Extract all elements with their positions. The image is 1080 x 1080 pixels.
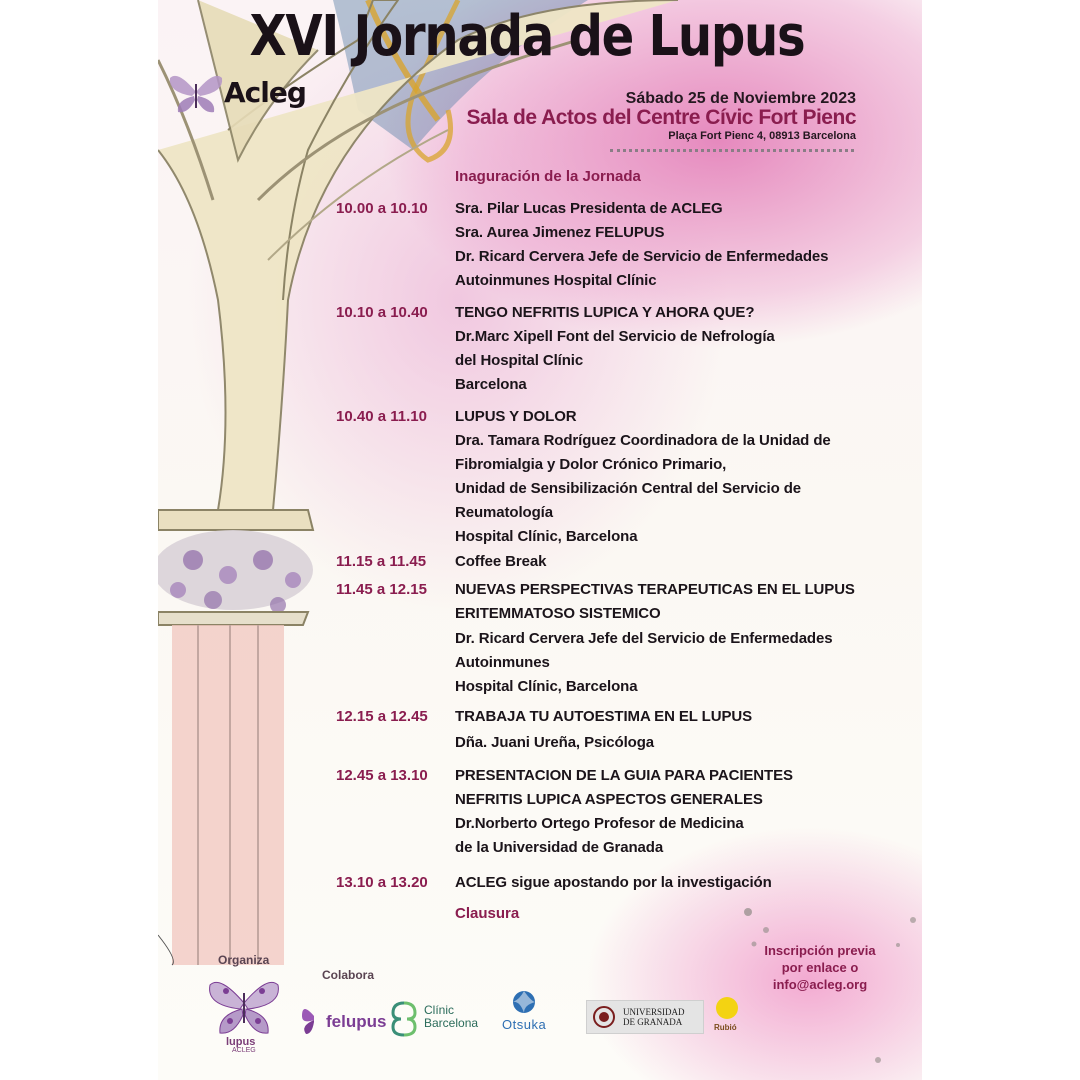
lupus-logo-text: lupus xyxy=(226,1036,256,1048)
ugr-line-1: UNIVERSIDAD xyxy=(623,1007,685,1017)
slot-line: Fibromialgia y Dolor Crónico Primario, xyxy=(455,456,727,473)
program-schedule xyxy=(158,0,922,1080)
register-line-1: Inscripción previa xyxy=(764,943,876,958)
slot-time: 12.15 a 12.45 xyxy=(336,708,428,725)
slot-line: Dr. Ricard Cervera Jefe de Servicio de Enfermedades xyxy=(455,248,829,265)
slot-line: Dr.Norberto Ortego Profesor de Medicina xyxy=(455,815,744,832)
lupus-butterfly-logo-icon xyxy=(206,975,282,1037)
slot-line: del Hospital Clínic xyxy=(455,352,584,369)
felupus-butterfly-icon xyxy=(300,1002,328,1036)
event-poster xyxy=(158,0,922,1080)
poster-title: XVI Jornada de Lupus xyxy=(249,4,805,69)
ugr-text xyxy=(623,1007,685,1027)
slot-line: de la Universidad de Granada xyxy=(455,839,664,856)
slot-line: ACLEG sigue apostando por la investigación xyxy=(455,874,772,891)
clinic-barcelona-logo xyxy=(424,1004,478,1030)
universidad-granada-logo xyxy=(586,1000,704,1034)
event-address: Plaça Fort Pienc 4, 08913 Barcelona xyxy=(668,130,856,142)
slot-time: 13.10 a 13.20 xyxy=(336,874,428,891)
otsuka-drop-icon xyxy=(511,989,537,1017)
slot-time: 10.00 a 10.10 xyxy=(336,200,428,217)
colabora-label: Colabora xyxy=(322,968,375,982)
clinic-line-2: Barcelona xyxy=(424,1016,479,1030)
slot-line: NUEVAS PERSPECTIVAS TERAPEUTICAS EN EL LUPUS xyxy=(455,581,855,598)
slot-line: TRABAJA TU AUTOESTIMA EN EL LUPUS xyxy=(455,708,752,725)
event-venue: Sala de Actos del Centre Cívic Fort Pienc xyxy=(466,106,856,129)
slot-time: 12.45 a 13.10 xyxy=(336,767,428,784)
slot-time: 10.10 a 10.40 xyxy=(336,304,428,321)
slot-line: Reumatología xyxy=(455,504,553,521)
clinic-barcelona-icon xyxy=(389,1001,419,1037)
slot-line: LUPUS Y DOLOR xyxy=(455,408,577,425)
slot-line: Hospital Clínic, Barcelona xyxy=(455,678,638,695)
slot-line: PRESENTACION DE LA GUIA PARA PACIENTES xyxy=(455,767,793,784)
slot-line: ERITEMMATOSO SISTEMICO xyxy=(455,605,661,622)
slot-line: Dña. Juani Ureña, Psicóloga xyxy=(455,734,655,751)
lupus-logo-subtext: ACLEG xyxy=(232,1047,256,1054)
opening-heading: Inaguración de la Jornada xyxy=(455,168,641,185)
slot-time: 10.40 a 11.10 xyxy=(336,408,427,425)
slot-line: NEFRITIS LUPICA ASPECTOS GENERALES xyxy=(455,791,763,808)
felupus-logo: felupus xyxy=(326,1012,387,1031)
closing-heading: Clausura xyxy=(455,905,520,922)
slot-line: Autoinmunes xyxy=(455,654,550,671)
slot-line: Dra. Tamara Rodríguez Coordinadora de la Unidad de xyxy=(455,432,831,449)
rubio-sun-icon xyxy=(715,996,739,1020)
slot-line: Autoinmunes Hospital Clínic xyxy=(455,272,657,289)
slot-line: Unidad de Sensibilización Central del Servicio de xyxy=(455,480,802,497)
organiza-label: Organiza xyxy=(218,953,270,967)
event-date: Sábado 25 de Noviembre 2023 xyxy=(625,90,856,107)
slot-time: 11.45 a 12.15 xyxy=(336,581,427,598)
slot-line: Dr.Marc Xipell Font del Servicio de Nefrología xyxy=(455,328,775,345)
slot-time: 11.15 a 11.45 xyxy=(336,553,427,570)
slot-line: Hospital Clínic, Barcelona xyxy=(455,528,638,545)
slot-line: Barcelona xyxy=(455,376,527,393)
otsuka-logo: Otsuka xyxy=(502,1017,547,1032)
organization-name: Acleg xyxy=(224,76,306,109)
rubio-logo: Rubió xyxy=(714,1023,737,1032)
ugr-line-2: DE GRANADA xyxy=(623,1017,683,1027)
slot-line: Sra. Aurea Jimenez FELUPUS xyxy=(455,224,665,241)
slot-line: TENGO NEFRITIS LUPICA Y AHORA QUE? xyxy=(455,304,755,321)
slot-line: Dr. Ricard Cervera Jefe del Servicio de Enfermedades xyxy=(455,630,833,647)
register-email-link[interactable]: info@acleg.org xyxy=(772,977,868,992)
registration-info xyxy=(764,942,876,993)
slot-line: Coffee Break xyxy=(455,553,547,570)
slot-line: Sra. Pilar Lucas Presidenta de ACLEG xyxy=(455,200,723,217)
register-line-2: por enlace o xyxy=(781,960,859,975)
university-seal-icon xyxy=(591,1005,617,1029)
clinic-line-1: Clínic xyxy=(424,1003,455,1017)
